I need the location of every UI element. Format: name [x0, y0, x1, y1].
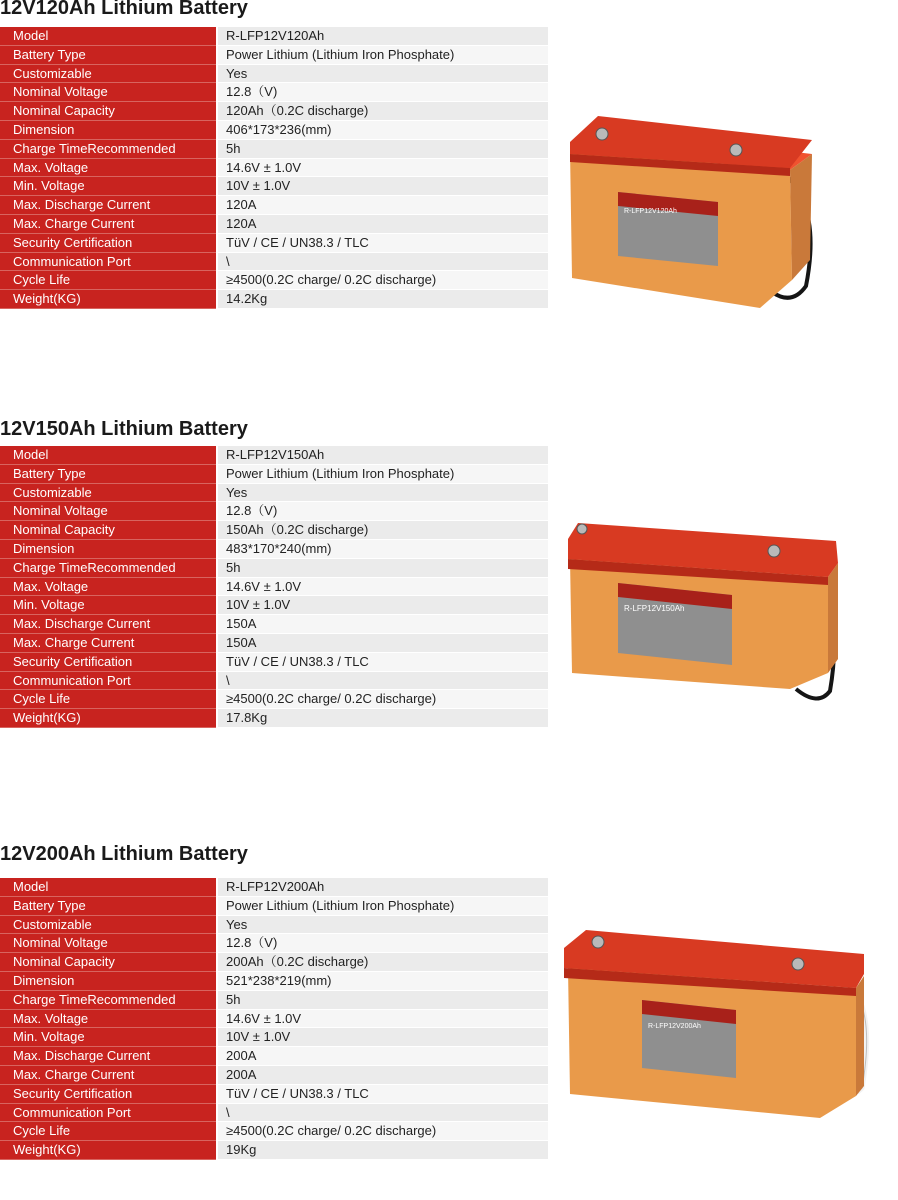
spec-value: 12.8（V): [216, 502, 548, 521]
spec-value: TüV / CE / UN38.3 / TLC: [216, 653, 548, 672]
spec-value: R-LFP12V120Ah: [216, 27, 548, 46]
spec-row: [0, 215, 548, 234]
spec-label: Cycle Life: [0, 1122, 216, 1141]
section-title: 12V150Ah Lithium Battery: [0, 418, 248, 440]
product-section-200ah: [0, 843, 898, 1200]
spec-value: 14.6V ± 1.0V: [216, 1010, 548, 1029]
spec-label: Nominal Capacity: [0, 521, 216, 540]
spec-value: Power Lithium (Lithium Iron Phosphate): [216, 897, 548, 916]
spec-label: Battery Type: [0, 897, 216, 916]
spec-value: ≥4500(0.2C charge/ 0.2C discharge): [216, 690, 548, 709]
spec-value: 10V ± 1.0V: [216, 177, 548, 196]
spec-value: 150Ah（0.2C discharge): [216, 521, 548, 540]
spec-row: [0, 1066, 548, 1085]
spec-value: 17.8Kg: [216, 709, 548, 728]
spec-row: [0, 253, 548, 272]
spec-label: Dimension: [0, 972, 216, 991]
spec-row: [0, 653, 548, 672]
spec-value: 12.8（V): [216, 934, 548, 953]
spec-value: \: [216, 253, 548, 272]
spec-label: Max. Charge Current: [0, 1066, 216, 1085]
spec-row: [0, 1104, 548, 1123]
spec-label: Security Certification: [0, 1085, 216, 1104]
spec-value: 150A: [216, 634, 548, 653]
spec-label: Battery Type: [0, 46, 216, 65]
terminal: [792, 958, 804, 970]
spec-value: 19Kg: [216, 1141, 548, 1160]
spec-label: Security Certification: [0, 234, 216, 253]
spec-row: [0, 102, 548, 121]
spec-label: Nominal Voltage: [0, 83, 216, 102]
spec-value: ≥4500(0.2C charge/ 0.2C discharge): [216, 271, 548, 290]
battery-200ah-image: [558, 928, 878, 1128]
spec-label: Model: [0, 878, 216, 897]
spec-label: Min. Voltage: [0, 1028, 216, 1047]
spec-value: TüV / CE / UN38.3 / TLC: [216, 234, 548, 253]
spec-label: Communication Port: [0, 672, 216, 691]
spec-row: [0, 972, 548, 991]
spec-row: [0, 934, 548, 953]
spec-row: [0, 615, 548, 634]
spec-label: Max. Voltage: [0, 159, 216, 178]
spec-value: 200Ah（0.2C discharge): [216, 953, 548, 972]
spec-value: Power Lithium (Lithium Iron Phosphate): [216, 46, 548, 65]
battery-150ah-image: [560, 519, 850, 704]
terminal: [730, 144, 742, 156]
spec-label: Weight(KG): [0, 709, 216, 728]
spec-row: [0, 27, 548, 46]
spec-label: Max. Discharge Current: [0, 615, 216, 634]
spec-label: Communication Port: [0, 253, 216, 272]
battery-label-text: R-LFP12V150Ah: [624, 604, 685, 613]
spec-label: Customizable: [0, 65, 216, 84]
spec-row: [0, 271, 548, 290]
terminal: [768, 545, 780, 557]
spec-label: Max. Charge Current: [0, 634, 216, 653]
spec-row: [0, 521, 548, 540]
spec-label: Customizable: [0, 484, 216, 503]
spec-row: [0, 196, 548, 215]
spec-value: \: [216, 1104, 548, 1123]
spec-value: 14.6V ± 1.0V: [216, 159, 548, 178]
spec-value: 5h: [216, 140, 548, 159]
spec-row: [0, 991, 548, 1010]
spec-value: 120Ah（0.2C discharge): [216, 102, 548, 121]
spec-row: [0, 1141, 548, 1160]
spec-value: R-LFP12V200Ah: [216, 878, 548, 897]
spec-row: [0, 578, 548, 597]
spec-row: [0, 83, 548, 102]
spec-row: [0, 46, 548, 65]
spec-table: [0, 446, 548, 728]
spec-label: Cycle Life: [0, 690, 216, 709]
spec-label: Weight(KG): [0, 290, 216, 309]
spec-label: Min. Voltage: [0, 177, 216, 196]
spec-row: [0, 484, 548, 503]
spec-row: [0, 596, 548, 615]
spec-label: Customizable: [0, 916, 216, 935]
spec-row: [0, 65, 548, 84]
spec-row: [0, 234, 548, 253]
spec-label: Cycle Life: [0, 271, 216, 290]
spec-value: R-LFP12V150Ah: [216, 446, 548, 465]
spec-label: Charge TimeRecommended: [0, 991, 216, 1010]
spec-row: [0, 709, 548, 728]
spec-row: [0, 916, 548, 935]
spec-row: [0, 634, 548, 653]
spec-row: [0, 1122, 548, 1141]
spec-label: Min. Voltage: [0, 596, 216, 615]
spec-label: Max. Discharge Current: [0, 196, 216, 215]
spec-value: 200A: [216, 1047, 548, 1066]
spec-row: [0, 690, 548, 709]
spec-label: Dimension: [0, 121, 216, 140]
terminal: [577, 524, 587, 534]
spec-row: [0, 465, 548, 484]
spec-row: [0, 121, 548, 140]
spec-value: 5h: [216, 991, 548, 1010]
spec-value: 150A: [216, 615, 548, 634]
spec-label: Weight(KG): [0, 1141, 216, 1160]
spec-label: Charge TimeRecommended: [0, 140, 216, 159]
spec-row: [0, 672, 548, 691]
spec-value: 483*170*240(mm): [216, 540, 548, 559]
spec-value: 5h: [216, 559, 548, 578]
spec-row: [0, 140, 548, 159]
spec-value: 120A: [216, 215, 548, 234]
spec-value: 10V ± 1.0V: [216, 596, 548, 615]
spec-value: 200A: [216, 1066, 548, 1085]
spec-value: Yes: [216, 65, 548, 84]
spec-row: [0, 1047, 548, 1066]
spec-row: [0, 159, 548, 178]
terminal: [596, 128, 608, 140]
spec-row: [0, 540, 548, 559]
spec-label: Nominal Voltage: [0, 934, 216, 953]
battery-120ah-image: [560, 110, 820, 315]
spec-value: Yes: [216, 916, 548, 935]
spec-label: Max. Voltage: [0, 1010, 216, 1029]
spec-label: Dimension: [0, 540, 216, 559]
section-title: 12V120Ah Lithium Battery: [0, 0, 248, 19]
spec-value: Power Lithium (Lithium Iron Phosphate): [216, 465, 548, 484]
spec-value: 14.2Kg: [216, 290, 548, 309]
section-title: 12V200Ah Lithium Battery: [0, 843, 248, 865]
spec-value: 12.8（V): [216, 83, 548, 102]
product-section-120ah: [0, 0, 898, 420]
spec-label: Nominal Voltage: [0, 502, 216, 521]
spec-label: Model: [0, 27, 216, 46]
spec-table: [0, 27, 548, 309]
spec-label: Max. Charge Current: [0, 215, 216, 234]
spec-row: [0, 559, 548, 578]
spec-value: Yes: [216, 484, 548, 503]
spec-label: Communication Port: [0, 1104, 216, 1123]
spec-label: Model: [0, 446, 216, 465]
spec-row: [0, 1028, 548, 1047]
spec-label: Battery Type: [0, 465, 216, 484]
battery-label-text: R-LFP12V200Ah: [648, 1023, 701, 1030]
spec-label: Nominal Capacity: [0, 102, 216, 121]
spec-row: [0, 953, 548, 972]
spec-row: [0, 897, 548, 916]
spec-row: [0, 1010, 548, 1029]
spec-value: 14.6V ± 1.0V: [216, 578, 548, 597]
spec-value: TüV / CE / UN38.3 / TLC: [216, 1085, 548, 1104]
spec-value: 406*173*236(mm): [216, 121, 548, 140]
spec-row: [0, 290, 548, 309]
spec-row: [0, 1085, 548, 1104]
battery-label-text: R-LFP12V120Ah: [624, 208, 677, 215]
spec-value: \: [216, 672, 548, 691]
spec-row: [0, 502, 548, 521]
terminal: [592, 936, 604, 948]
spec-value: 10V ± 1.0V: [216, 1028, 548, 1047]
spec-row: [0, 446, 548, 465]
spec-label: Charge TimeRecommended: [0, 559, 216, 578]
spec-row: [0, 878, 548, 897]
spec-value: 120A: [216, 196, 548, 215]
spec-value: 521*238*219(mm): [216, 972, 548, 991]
product-section-150ah: [0, 419, 898, 839]
spec-row: [0, 177, 548, 196]
spec-value: ≥4500(0.2C charge/ 0.2C discharge): [216, 1122, 548, 1141]
spec-label: Max. Voltage: [0, 578, 216, 597]
spec-table: [0, 878, 548, 1160]
spec-label: Security Certification: [0, 653, 216, 672]
spec-label: Max. Discharge Current: [0, 1047, 216, 1066]
spec-label: Nominal Capacity: [0, 953, 216, 972]
